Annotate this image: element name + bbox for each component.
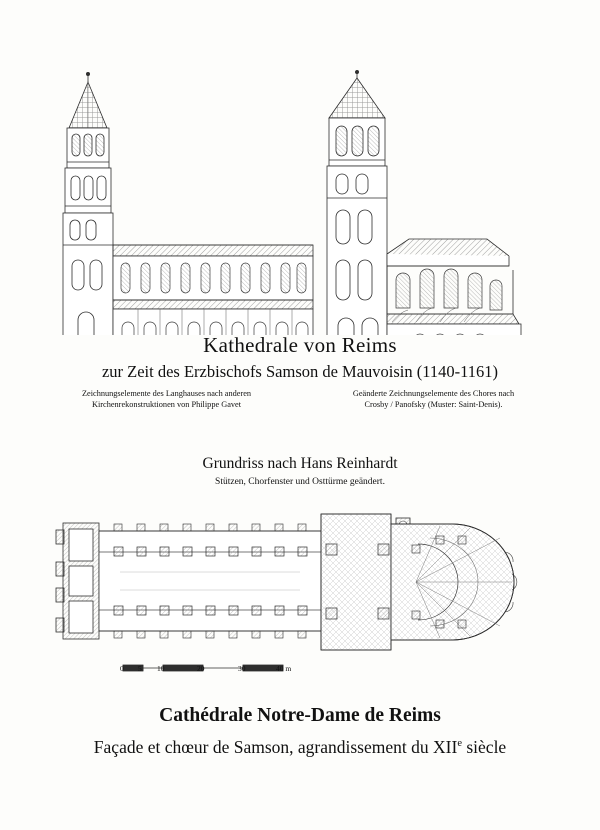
plan-heading [0, 455, 600, 487]
french-title: Cathédrale Notre-Dame de Reims [159, 705, 441, 726]
credit-right-line1: Geänderte Zeichnungselemente des Chores nach [352, 389, 515, 399]
french-subtitle-main: Façade et chœur de Samson, agrandissement du XII [93, 737, 458, 757]
ground-plan-drawing [0, 500, 600, 690]
scale-mark-20: 20 [197, 664, 205, 673]
elevation-geometry [55, 70, 528, 335]
scale-mark-40: 40 m [276, 664, 292, 673]
scale-mark-0: 0 [120, 664, 124, 673]
plan-note: Stützen, Chorfenster und Osttürme geändert. [215, 477, 385, 487]
page-title: Kathedrale von Reims [203, 333, 397, 357]
page-subtitle: zur Zeit des Erzbischofs Samson de Mauvoisin (1140-1161) [101, 362, 499, 382]
french-caption-block [0, 705, 600, 758]
german-title-block [0, 333, 600, 410]
credit-left-line2: Kirchenrekonstruktionen von Philippe Gavet [91, 400, 242, 410]
scale-mark-30: 30 [238, 664, 246, 673]
french-subtitle-tail: siècle [461, 737, 507, 757]
elevation-drawing [0, 70, 600, 335]
french-subtitle-ordinal: e [457, 738, 462, 750]
credit-right-line2: Crosby / Panofsky (Muster: Saint-Denis). [364, 400, 503, 410]
plan-geometry [56, 514, 517, 671]
scale-bar-labels [120, 664, 320, 678]
credit-left-line1: Zeichnungselemente des Langhauses nach anderen [81, 389, 252, 399]
french-subtitle [0, 737, 600, 758]
credits [0, 388, 600, 410]
scale-mark-10: 10 [157, 664, 165, 673]
scale-mark-5: 5 [138, 664, 142, 673]
credit-left [59, 388, 274, 410]
plan-title: Grundriss nach Hans Reinhardt [202, 455, 398, 472]
credit-right [326, 388, 541, 410]
